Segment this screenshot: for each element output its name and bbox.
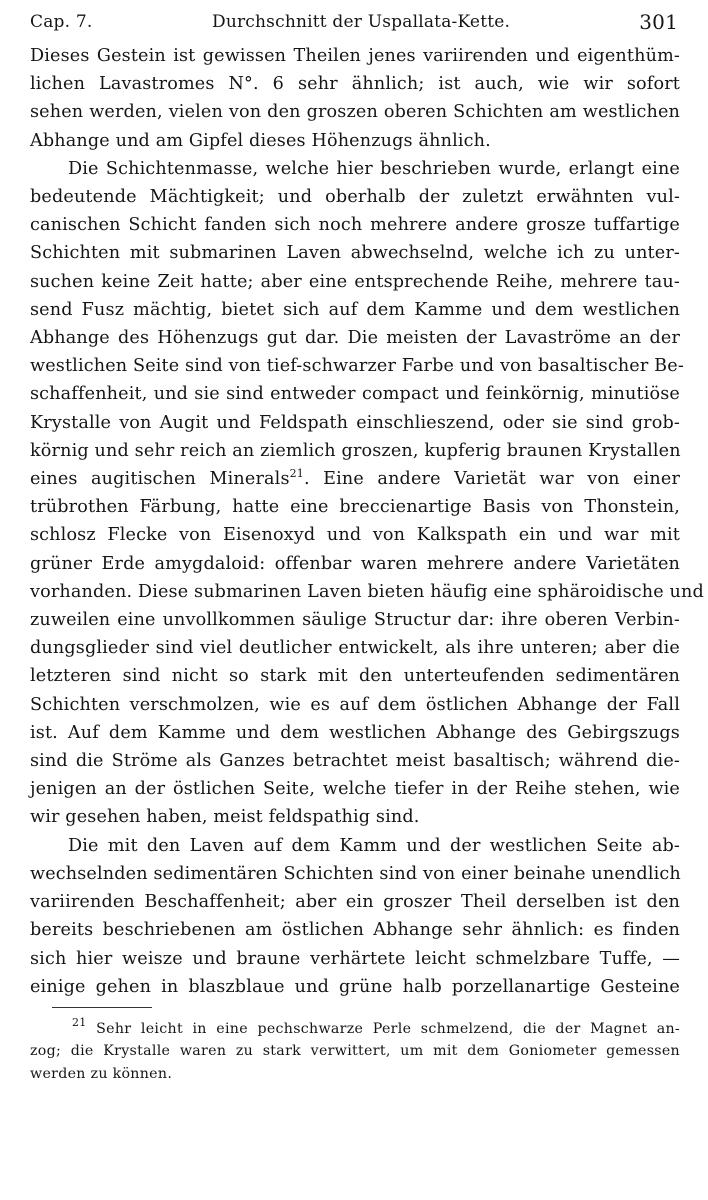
book-page <box>30 10 704 1085</box>
text-line: variirenden Beschaffenheit; aber ein groszer Theil derselben ist den <box>30 892 680 913</box>
text-line: wechselnden sedimentären Schichten sind von einer beinahe unendlich <box>30 863 681 884</box>
running-title: Durchschnitt der Uspallata-Kette. <box>212 12 511 32</box>
main-text <box>30 42 704 1001</box>
text-line: westlichen Seite sind von tief-schwarzer Farbe und von basaltischer Be- <box>30 356 684 377</box>
text-line: Krystalle von Augit und Feldspath einschlieszend, oder sie sind grob- <box>30 412 680 433</box>
text-line: grüner Erde amygdaloid: offenbar waren mehrere andere Varietäten <box>30 553 680 574</box>
footnote-21 <box>30 1015 681 1086</box>
paragraph-2 <box>30 155 704 832</box>
text-line: körnig und sehr reich an ziemlich groszen, kupferig braunen Krystallen <box>30 440 681 461</box>
footnote-number: 21 <box>72 1015 87 1029</box>
text-line: sich hier weisze und braune verhärtete leicht schmelzbare Tuffe, — <box>30 948 680 969</box>
text-line-with-footnote <box>30 465 680 493</box>
text-line: ist. Auf dem Kamme und dem westlichen Abhange des Gebirgszugs <box>30 722 680 743</box>
text-line: Dieses Gestein ist gewissen Theilen jenes variirenden und eigenthüm- <box>30 46 680 66</box>
text-line: vorhanden. Diese submarinen Laven bieten häufig eine sphäroidische und <box>30 581 704 602</box>
text-line: schlosz Flecke von Eisenoxyd und von Kalkspath ein und war mit <box>30 525 680 546</box>
paragraph-3 <box>30 832 680 1001</box>
running-header <box>30 10 680 42</box>
text-line: canischen Schicht fanden sich noch mehrere andere grosze tuffartige <box>30 215 680 236</box>
footnote-text: Sehr leicht in eine pechschwarze Perle schmelzend, die der Magnet an- <box>96 1020 681 1037</box>
text-line: schaffenheit, und sie sind entweder compact und feinkörnig, minutiöse <box>30 384 680 405</box>
text-line: zuweilen eine unvollkommen säulige Structur dar: ihre oberen Verbin- <box>30 610 680 631</box>
text-line: sind die Ströme als Ganzes betrachtet meist basaltisch; während die- <box>30 751 680 772</box>
text-line: jenigen an der östlichen Seite, welche tiefer in der Reihe stehen, wie <box>30 779 680 800</box>
text-line: letzteren sind nicht so stark mit den unterteufenden sedimentären <box>30 666 680 687</box>
footnote-ref-21[interactable]: 21 <box>289 467 304 481</box>
text-line: bedeutende Mächtigkeit; und oberhalb der zuletzt erwähnten vul- <box>30 187 680 208</box>
text-line: Die Schichtenmasse, welche hier beschrieben wurde, erlangt eine <box>68 158 680 179</box>
text-line: trübrothen Färbung, hatte eine breccienartige Basis von Thonstein, <box>30 497 680 518</box>
text-line: Abhange des Höhenzugs gut dar. Die meisten der Lavaströme an der <box>30 328 680 349</box>
text-line: dungsglieder sind viel deutlicher entwickelt, als ihre unteren; aber die <box>30 638 680 659</box>
text-line: wir gesehen haben, meist feldspathig sind. <box>30 807 420 828</box>
footnote-line: werden zu können. <box>30 1065 173 1082</box>
text-line: Abhange und am Gipfel dieses Höhenzugs ähnlich. <box>30 130 491 151</box>
text-line: einige gehen in blaszblaue und grüne halb porzellanartige Gesteine <box>30 976 680 997</box>
footnote-line <box>30 1015 681 1041</box>
text-fragment: eines augitischen Minerals <box>30 469 290 490</box>
text-line: suchen keine Zeit hatte; aber eine entsprechende Reihe, mehrere tau- <box>30 271 680 292</box>
text-line: send Fusz mächtig, bietet sich auf dem Kamme und dem westlichen <box>30 299 680 320</box>
text-line: lichen Lavastromes N°. 6 sehr ähnlich; ist auch, wie wir sofort <box>30 74 680 95</box>
text-line: Schichten mit submarinen Laven abwechselnd, welche ich zu unter- <box>30 243 680 264</box>
text-line: Die mit den Laven auf dem Kamm und der westlichen Seite ab- <box>68 835 680 856</box>
text-line: Schichten verschmolzen, wie es auf dem östlichen Abhange der Fall <box>30 694 680 715</box>
text-line: sehen werden, vielen von den groszen oberen Schichten am westlichen <box>30 102 680 123</box>
footnote-line: zog; die Krystalle waren zu stark verwittert, um mit dem Goniometer gemessen <box>30 1043 680 1060</box>
footnote-divider <box>52 1007 152 1008</box>
text-line: bereits beschriebenen am östlichen Abhange sehr ähnlich: es finden <box>30 920 680 941</box>
text-fragment: . Eine andere Varietät war von einer <box>303 469 681 490</box>
page-number: 301 <box>639 10 678 34</box>
chapter-label: Cap. 7. <box>30 12 93 32</box>
paragraph-1 <box>30 42 680 155</box>
